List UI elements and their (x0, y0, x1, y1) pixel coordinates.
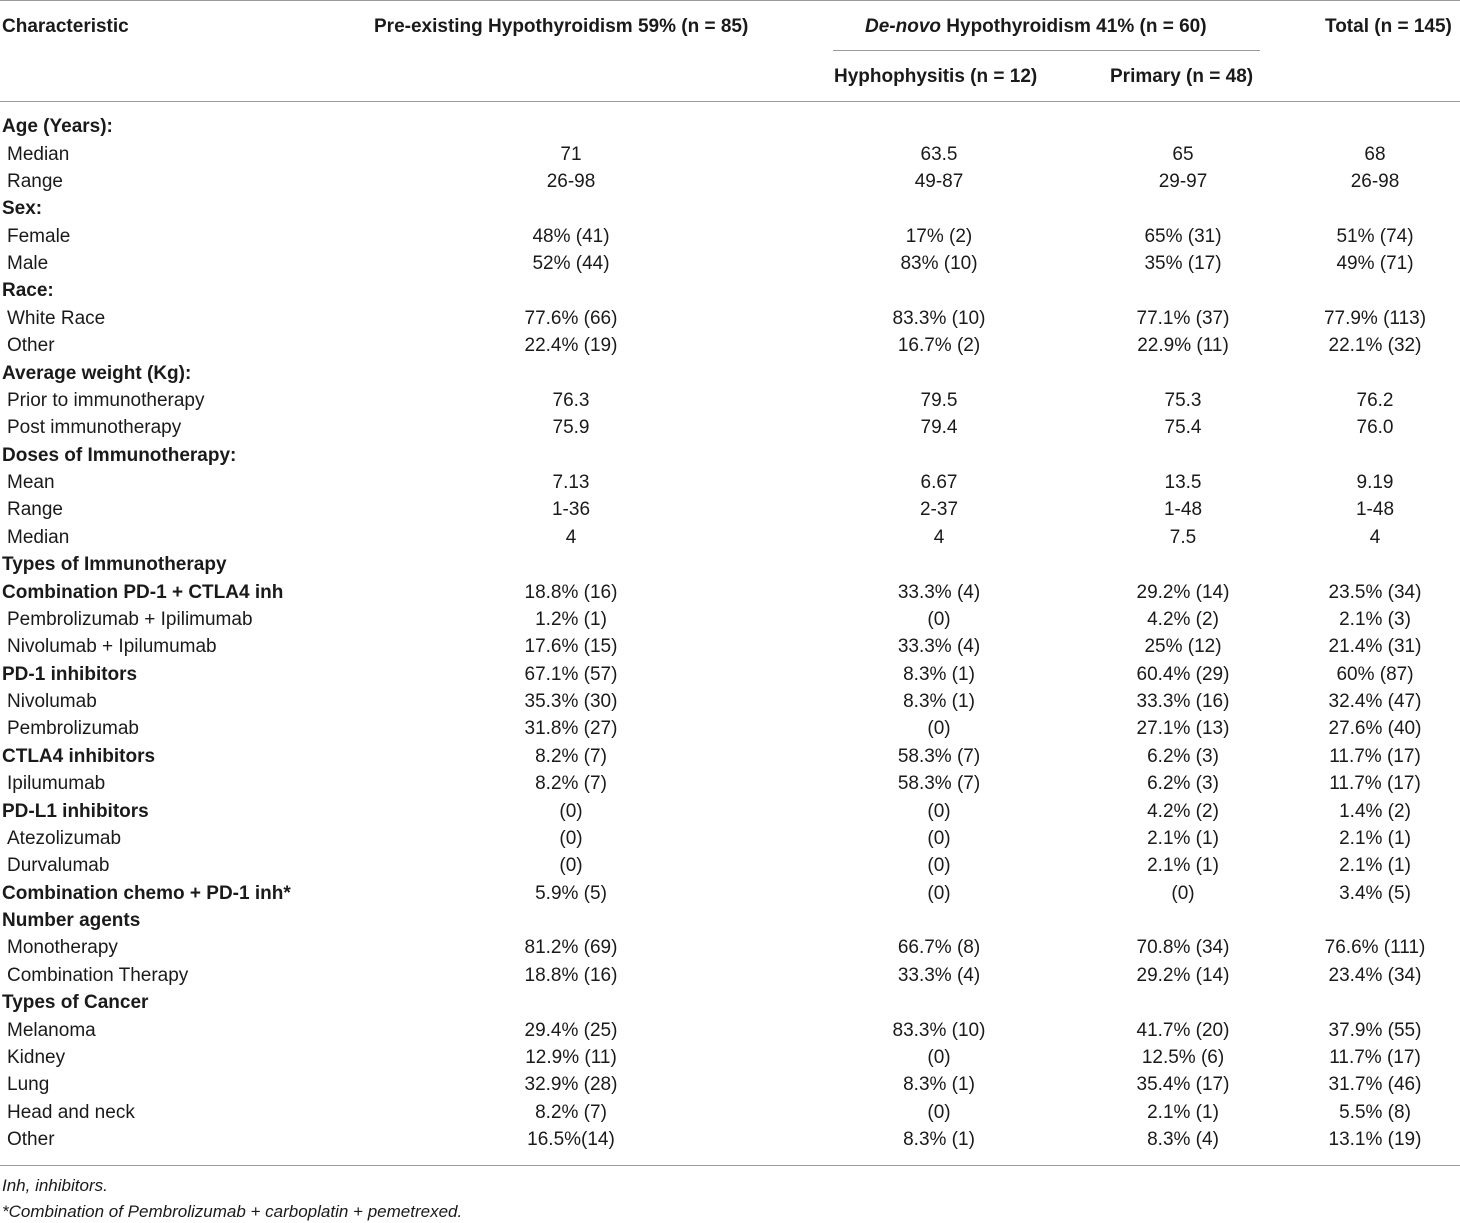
cell-primary (1076, 113, 1290, 140)
section-row (0, 195, 1460, 222)
row-label: Melanoma (7, 1019, 96, 1041)
cell-hypophysitis (802, 113, 1076, 140)
row-label: Sex: (2, 198, 43, 220)
cell-preexisting: 35.3% (30) (524, 691, 618, 713)
cell-preexisting: 1.2% (1) (535, 608, 607, 630)
header-hypophysitis: Hyphophysitis (n = 12) (834, 66, 1038, 87)
cell-preexisting (340, 907, 802, 934)
cell-total (1290, 195, 1460, 222)
cell-preexisting: (0) (559, 827, 583, 849)
cell-preexisting: (0) (559, 855, 583, 877)
cell-primary: 27.1% (13) (1136, 718, 1230, 740)
row-label: Number agents (2, 910, 141, 932)
table-row (0, 852, 1460, 879)
cell-hypophysitis: 17% (2) (905, 225, 973, 247)
section-row (0, 661, 1460, 688)
cell-total: 2.1% (1) (1339, 855, 1411, 877)
cell-hypophysitis (802, 551, 1076, 578)
table-row (0, 962, 1460, 989)
cell-total: 3.4% (5) (1339, 882, 1411, 904)
row-label: Kidney (7, 1046, 66, 1068)
table-row (0, 250, 1460, 277)
cell-primary: 65 (1172, 143, 1194, 165)
row-label: Head and neck (7, 1101, 135, 1123)
cell-total (1290, 907, 1460, 934)
cell-hypophysitis: 8.3% (1) (903, 1074, 975, 1096)
section-row (0, 551, 1460, 578)
cell-hypophysitis: 58.3% (7) (897, 773, 981, 795)
cell-preexisting: 75.9 (552, 417, 590, 439)
cell-total: 37.9% (55) (1328, 1019, 1422, 1041)
row-label: Race: (2, 280, 54, 302)
cell-primary: 4.2% (2) (1147, 800, 1219, 822)
table-rows (0, 113, 1460, 1153)
row-label: Doses of Immunotherapy: (2, 444, 237, 466)
table-row (0, 1044, 1460, 1071)
row-label: Other (7, 335, 55, 357)
cell-preexisting: 22.4% (19) (524, 335, 618, 357)
table-row (0, 496, 1460, 523)
table-row (0, 1016, 1460, 1043)
row-label: Nivolumab (7, 691, 97, 713)
cell-total: 13.1% (19) (1328, 1129, 1422, 1151)
cell-total: 77.9% (113) (1323, 307, 1427, 329)
cell-preexisting: 1-36 (551, 499, 591, 521)
cell-total: 27.6% (40) (1328, 718, 1422, 740)
cell-hypophysitis: (0) (927, 800, 951, 822)
footnote-abbrev: Inh, inhibitors. (2, 1176, 108, 1195)
cell-hypophysitis: 83% (10) (900, 253, 978, 275)
cell-primary: 6.2% (3) (1147, 773, 1219, 795)
row-label: Median (7, 143, 70, 165)
cell-primary: 29.2% (14) (1136, 581, 1230, 603)
cell-total: 5.5% (8) (1339, 1101, 1411, 1123)
row-label: Prior to immunotherapy (7, 389, 205, 411)
cell-primary: 22.9% (11) (1137, 335, 1229, 357)
cell-hypophysitis: 83.3% (10) (892, 1019, 986, 1041)
cell-preexisting: 7.13 (552, 472, 590, 494)
cell-preexisting: 8.2% (7) (535, 745, 607, 767)
denovo-span-rule (833, 50, 1260, 51)
cell-preexisting (340, 113, 802, 140)
cell-hypophysitis: 63.5 (920, 143, 958, 165)
cell-primary: 75.4 (1164, 417, 1202, 439)
row-label: Range (7, 170, 63, 192)
section-row (0, 277, 1460, 304)
header-denovo (865, 15, 1207, 39)
row-label: Monotherapy (7, 937, 118, 959)
cell-preexisting (340, 359, 802, 386)
table-top-rule (0, 0, 1460, 1)
cell-primary: 2.1% (1) (1147, 855, 1219, 877)
table-bottom-rule (0, 1165, 1460, 1166)
cell-total: 51% (74) (1336, 225, 1414, 247)
cell-total: 23.4% (34) (1328, 964, 1422, 986)
cell-hypophysitis: 83.3% (10) (892, 307, 986, 329)
cell-preexisting: 18.8% (16) (524, 581, 618, 603)
cell-primary: 35.4% (17) (1136, 1074, 1230, 1096)
cell-hypophysitis: 4 (933, 526, 945, 548)
table-row (0, 469, 1460, 496)
row-label: Median (7, 526, 70, 548)
cell-primary: 33.3% (16) (1136, 691, 1230, 713)
cell-preexisting (340, 442, 802, 469)
cell-primary: 77.1% (37) (1136, 307, 1230, 329)
cell-primary: 70.8% (34) (1136, 937, 1230, 959)
cell-total: 76.2 (1356, 389, 1394, 411)
header-total: Total (n = 145) (1325, 16, 1452, 37)
row-label: Combination chemo + PD-1 inh* (2, 882, 291, 904)
cell-preexisting: 67.1% (57) (524, 663, 618, 685)
cell-preexisting: 4 (565, 526, 577, 548)
row-label: Lung (7, 1074, 50, 1096)
row-label: Pembrolizumab + Ipilimumab (7, 608, 253, 630)
table-row (0, 305, 1460, 332)
table-row (0, 168, 1460, 195)
row-label: Types of Immunotherapy (2, 554, 227, 576)
cell-hypophysitis: (0) (927, 827, 951, 849)
cell-preexisting (340, 989, 802, 1016)
cell-preexisting: 17.6% (15) (524, 636, 618, 658)
cell-primary: 2.1% (1) (1147, 1101, 1219, 1123)
row-label: Durvalumab (7, 855, 110, 877)
row-label: Nivolumab + Ipilumumab (7, 636, 217, 658)
cell-primary: 25% (12) (1144, 636, 1222, 658)
cell-primary: 1-48 (1163, 499, 1203, 521)
cell-hypophysitis: 8.3% (1) (903, 691, 975, 713)
cell-primary: 2.1% (1) (1147, 827, 1219, 849)
cell-hypophysitis: 8.3% (1) (903, 663, 975, 685)
table-row (0, 387, 1460, 414)
cell-total: 68 (1364, 143, 1386, 165)
cell-hypophysitis: (0) (927, 855, 951, 877)
cell-total: 23.5% (34) (1328, 581, 1422, 603)
cell-total (1290, 113, 1460, 140)
cell-primary: 8.3% (4) (1147, 1129, 1219, 1151)
cell-total: 49% (71) (1336, 253, 1414, 275)
cell-total (1290, 442, 1460, 469)
table-row (0, 825, 1460, 852)
cell-preexisting: 48% (41) (532, 225, 610, 247)
cell-primary: 12.5% (6) (1141, 1046, 1225, 1068)
section-row (0, 743, 1460, 770)
cell-preexisting: 26-98 (546, 170, 596, 192)
table-row (0, 606, 1460, 633)
table-row (0, 633, 1460, 660)
cell-hypophysitis: 33.3% (4) (897, 964, 981, 986)
row-label: Combination Therapy (7, 964, 189, 986)
header-denovo-rest: Hypothyroidism 41% (n = 60) (941, 16, 1207, 37)
row-label: PD-1 inhibitors (2, 663, 138, 685)
table-row (0, 1099, 1460, 1126)
cell-hypophysitis (802, 442, 1076, 469)
row-label: Male (7, 253, 49, 275)
cell-hypophysitis: 16.7% (2) (897, 335, 981, 357)
cell-primary: 4.2% (2) (1147, 608, 1219, 630)
row-label: Atezolizumab (7, 827, 122, 849)
cell-hypophysitis: 33.3% (4) (897, 581, 981, 603)
cell-preexisting (340, 195, 802, 222)
cell-total: 21.4% (31) (1328, 636, 1422, 658)
table-row (0, 688, 1460, 715)
cell-total: 11.7% (17) (1329, 745, 1421, 767)
row-label: Age (Years): (2, 116, 113, 138)
cell-total (1290, 359, 1460, 386)
cell-primary: 29.2% (14) (1136, 964, 1230, 986)
cell-preexisting: 18.8% (16) (524, 964, 618, 986)
cell-primary: 65% (31) (1144, 225, 1222, 247)
row-label: Other (7, 1129, 55, 1151)
table-row (0, 1071, 1460, 1098)
table-body (0, 113, 1460, 1153)
cell-preexisting: 8.2% (7) (535, 773, 607, 795)
cell-hypophysitis (802, 195, 1076, 222)
cell-hypophysitis: 79.5 (920, 389, 958, 411)
cell-hypophysitis (802, 907, 1076, 934)
cell-total: 4 (1369, 526, 1381, 548)
row-label: Mean (7, 472, 55, 494)
cell-preexisting: 5.9% (5) (535, 882, 607, 904)
cell-hypophysitis: 49-87 (914, 170, 964, 192)
cell-hypophysitis: (0) (927, 882, 951, 904)
cell-preexisting: 32.9% (28) (524, 1074, 618, 1096)
cell-preexisting (340, 277, 802, 304)
cell-primary: 41.7% (20) (1136, 1019, 1230, 1041)
table-row (0, 332, 1460, 359)
header-denovo-italic: De-novo (865, 16, 941, 37)
cell-preexisting (340, 551, 802, 578)
cell-hypophysitis (802, 989, 1076, 1016)
cell-hypophysitis (802, 277, 1076, 304)
section-row (0, 797, 1460, 824)
cell-primary (1076, 195, 1290, 222)
footnote-star: *Combination of Pembrolizumab + carboplatin + pemetrexed. (2, 1202, 463, 1221)
cell-hypophysitis: 66.7% (8) (897, 937, 981, 959)
row-label: CTLA4 inhibitors (2, 745, 156, 767)
cell-primary (1076, 277, 1290, 304)
cell-total: 76.6% (111) (1324, 937, 1426, 959)
row-label: Pembrolizumab (7, 718, 139, 740)
cell-primary: 75.3 (1164, 389, 1202, 411)
cell-primary (1076, 989, 1290, 1016)
table-row (0, 1126, 1460, 1153)
row-label: Range (7, 499, 63, 521)
cell-primary: 60.4% (29) (1136, 663, 1230, 685)
table-row (0, 140, 1460, 167)
header-primary: Primary (n = 48) (1110, 66, 1254, 87)
cell-total (1290, 551, 1460, 578)
header-preexisting: Pre-existing Hypothyroidism 59% (n = 85) (374, 16, 749, 37)
cell-preexisting: 31.8% (27) (524, 718, 618, 740)
cell-primary (1076, 551, 1290, 578)
table-row (0, 715, 1460, 742)
row-label: Post immunotherapy (7, 417, 182, 439)
cell-total: 9.19 (1356, 472, 1394, 494)
cell-total: 1.4% (2) (1339, 800, 1411, 822)
cell-preexisting: 71 (560, 143, 582, 165)
cell-primary (1076, 907, 1290, 934)
cell-hypophysitis: 79.4 (920, 417, 958, 439)
cell-primary (1076, 359, 1290, 386)
cell-hypophysitis: (0) (927, 1101, 951, 1123)
cell-preexisting: 76.3 (552, 389, 590, 411)
cell-preexisting: 12.9% (11) (525, 1046, 617, 1068)
table-row (0, 770, 1460, 797)
cell-primary: 13.5 (1164, 472, 1202, 494)
cell-hypophysitis: 8.3% (1) (903, 1129, 975, 1151)
cell-primary: (0) (1171, 882, 1195, 904)
cell-total: 22.1% (32) (1328, 335, 1422, 357)
cell-hypophysitis: (0) (927, 608, 951, 630)
header-bottom-rule (0, 101, 1460, 102)
row-label: Types of Cancer (2, 992, 149, 1014)
cell-hypophysitis: (0) (927, 718, 951, 740)
row-label: Average weight (Kg): (2, 362, 192, 384)
row-label: PD-L1 inhibitors (2, 800, 149, 822)
row-label: White Race (7, 307, 106, 329)
section-row (0, 578, 1460, 605)
cell-preexisting: 8.2% (7) (535, 1101, 607, 1123)
cell-total: 32.4% (47) (1328, 691, 1422, 713)
cell-total: 2.1% (1) (1339, 827, 1411, 849)
table-row (0, 934, 1460, 961)
cell-total (1290, 989, 1460, 1016)
section-row (0, 359, 1460, 386)
section-row (0, 442, 1460, 469)
header-characteristic: Characteristic (2, 16, 129, 37)
cell-preexisting: 52% (44) (532, 253, 610, 275)
cell-hypophysitis: 58.3% (7) (897, 745, 981, 767)
cell-primary: 7.5 (1169, 526, 1197, 548)
section-row (0, 880, 1460, 907)
cell-hypophysitis: (0) (927, 1046, 951, 1068)
cell-total: 11.7% (17) (1329, 773, 1421, 795)
row-label: Female (7, 225, 71, 247)
cell-total: 31.7% (46) (1328, 1074, 1422, 1096)
cell-total: 60% (87) (1336, 663, 1414, 685)
table-row (0, 414, 1460, 441)
cell-hypophysitis: 33.3% (4) (897, 636, 981, 658)
cell-primary (1076, 442, 1290, 469)
cell-total: 2.1% (3) (1339, 608, 1411, 630)
cell-preexisting: 16.5%(14) (527, 1129, 615, 1151)
section-row (0, 113, 1460, 140)
cell-preexisting: (0) (559, 800, 583, 822)
row-label: Combination PD-1 + CTLA4 inh (2, 581, 284, 603)
cell-preexisting: 81.2% (69) (524, 937, 618, 959)
cell-preexisting: 77.6% (66) (524, 307, 618, 329)
cell-total: 11.7% (17) (1329, 1046, 1421, 1068)
table-row (0, 223, 1460, 250)
cell-total: 76.0 (1356, 417, 1394, 439)
cell-primary: 29-97 (1158, 170, 1208, 192)
table-row (0, 524, 1460, 551)
section-row (0, 989, 1460, 1016)
row-label: Ipilumumab (7, 773, 106, 795)
cell-hypophysitis: 6.67 (920, 472, 958, 494)
cell-total (1290, 277, 1460, 304)
cell-total: 26-98 (1350, 170, 1400, 192)
cell-preexisting: 29.4% (25) (524, 1019, 618, 1041)
cell-total: 1-48 (1355, 499, 1395, 521)
cell-primary: 35% (17) (1144, 253, 1222, 275)
cell-hypophysitis (802, 359, 1076, 386)
section-row (0, 907, 1460, 934)
cell-primary: 6.2% (3) (1147, 745, 1219, 767)
cell-hypophysitis: 2-37 (919, 499, 959, 521)
